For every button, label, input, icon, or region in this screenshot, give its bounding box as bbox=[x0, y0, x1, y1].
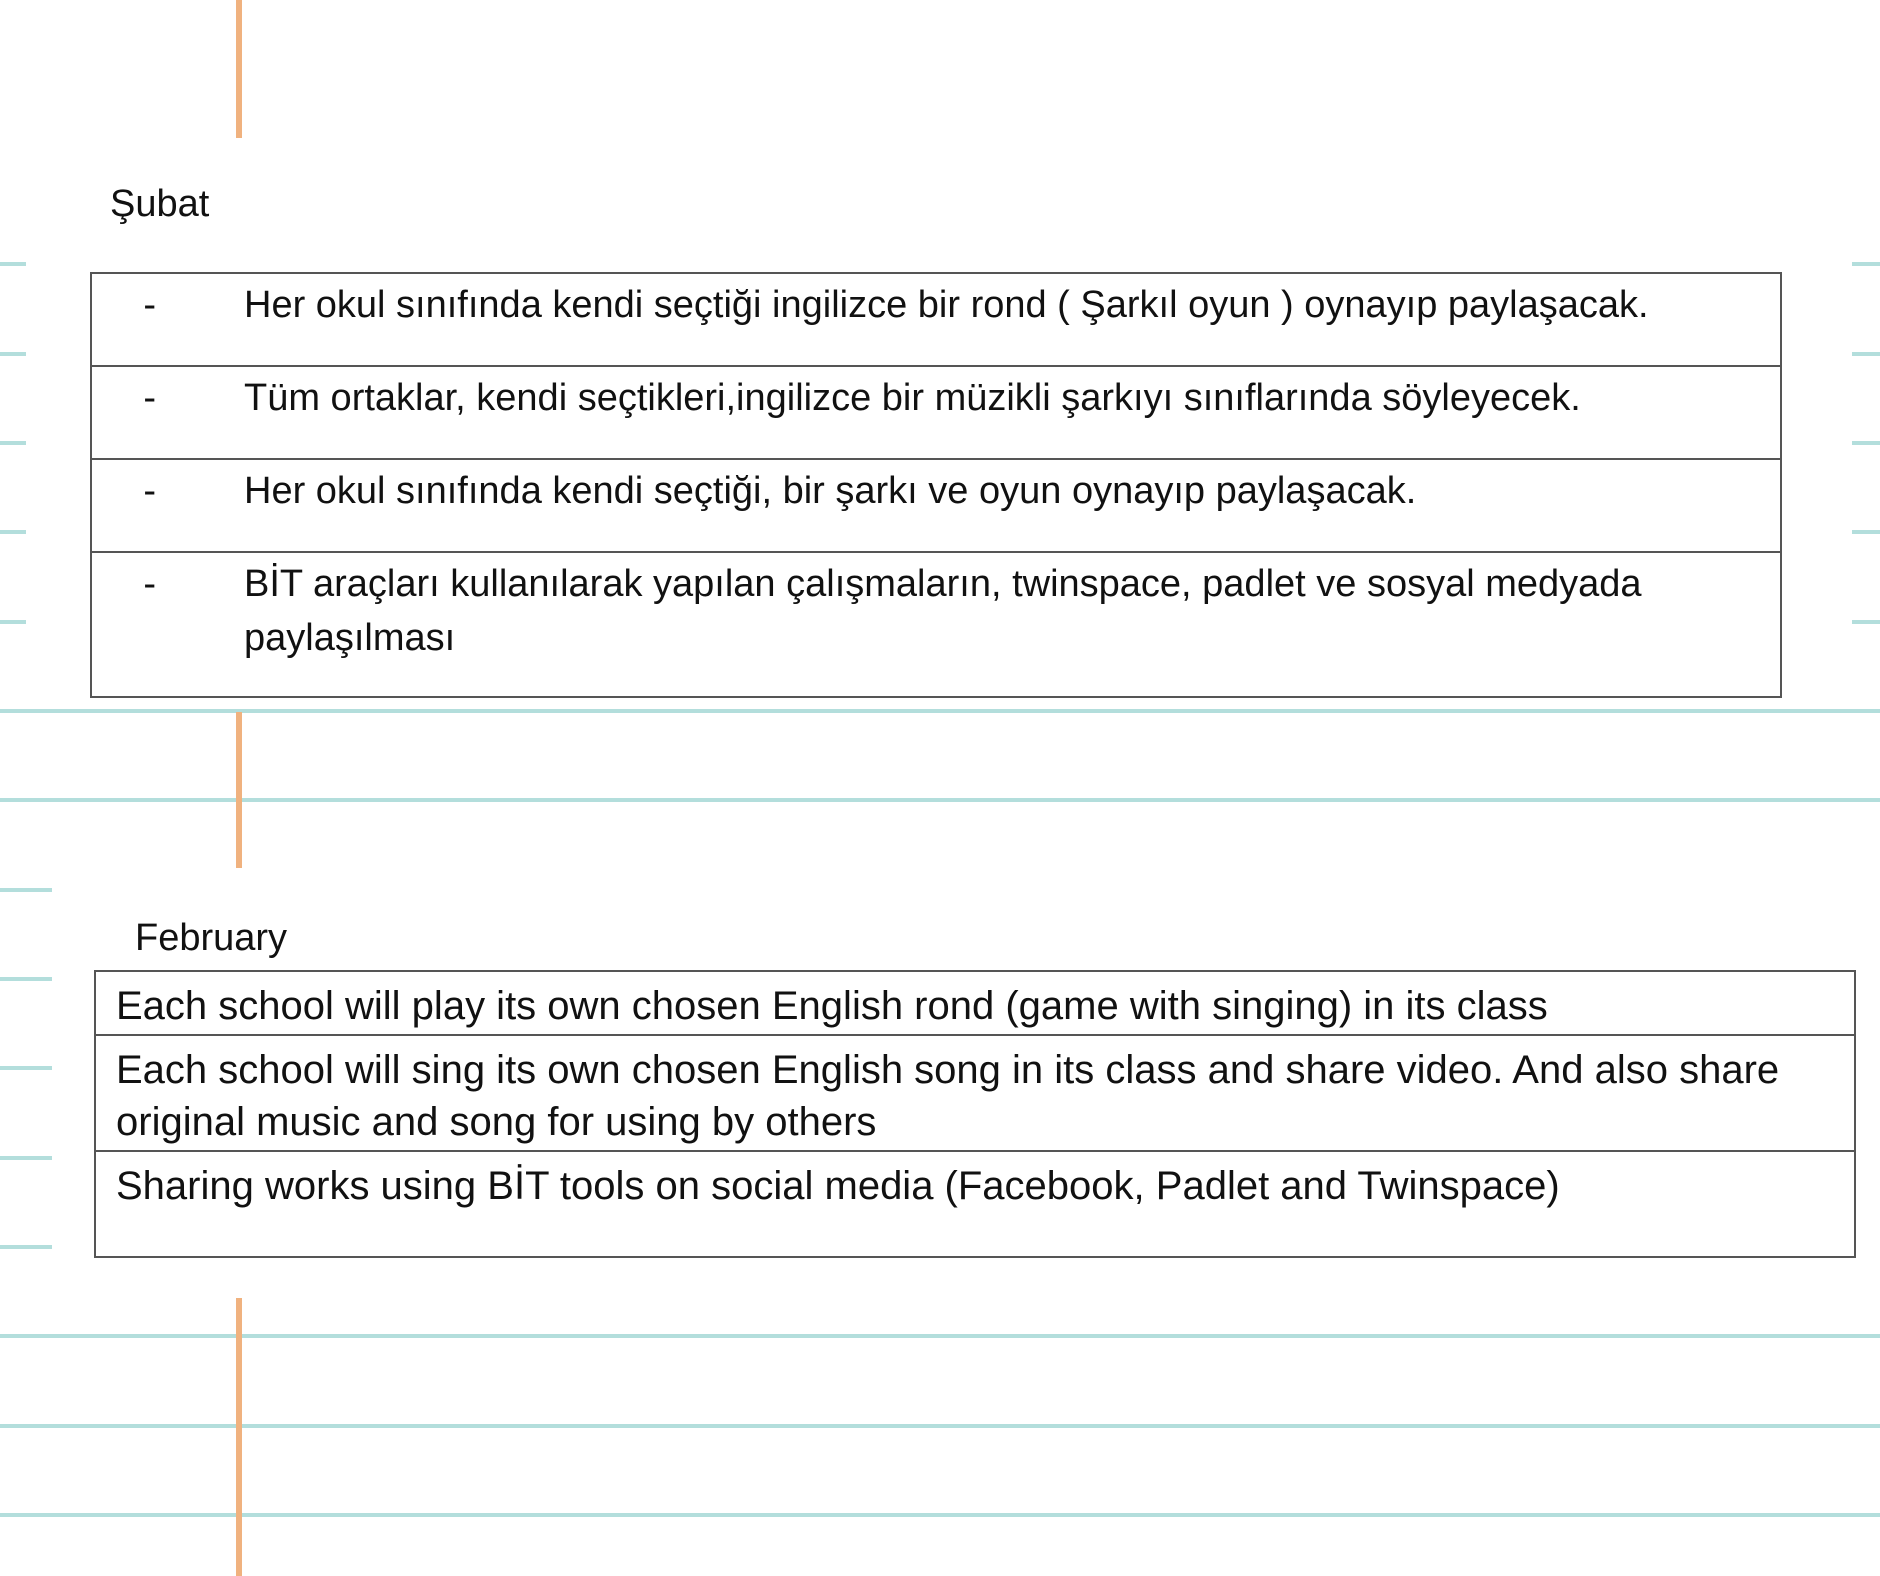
rule-line bbox=[1852, 441, 1880, 445]
rule-line bbox=[0, 262, 26, 266]
rule-line bbox=[1852, 262, 1880, 266]
table-row bbox=[95, 1035, 1855, 1151]
rule-line bbox=[0, 1156, 52, 1160]
list-item-text: BİT araçları kullanılarak yapılan çalışmaların, twinspace, padlet ve sosyal medyada paylaşılması bbox=[244, 563, 1642, 659]
rule-line bbox=[0, 709, 1880, 713]
table-cell: Each school will sing its own chosen English song in its class and share video. And also share original music and song for using by others bbox=[95, 1035, 1855, 1151]
rule-line bbox=[1852, 352, 1880, 356]
rule-line bbox=[0, 1424, 1880, 1428]
table-cell: Each school will play its own chosen English rond (game with singing) in its class bbox=[95, 971, 1855, 1035]
table-cell: Sharing works using BİT tools on social media (Facebook, Padlet and Twinspace) bbox=[95, 1151, 1855, 1257]
table-cell bbox=[91, 459, 1781, 552]
bullet-dash: - bbox=[143, 377, 156, 419]
section-heading-turkish: Şubat bbox=[110, 183, 210, 225]
table-row bbox=[91, 366, 1781, 459]
bullet-dash: - bbox=[143, 470, 156, 512]
list-item-text: Tüm ortaklar, kendi seçtikleri,ingilizce bir müzikli şarkıyı sınıflarında söyleyecek. bbox=[244, 377, 1581, 419]
list-item bbox=[92, 274, 1780, 332]
rule-line bbox=[0, 441, 26, 445]
bullet-dash: - bbox=[143, 284, 156, 326]
table-row bbox=[91, 459, 1781, 552]
list-item bbox=[92, 460, 1780, 518]
table-row bbox=[95, 971, 1855, 1035]
list-item bbox=[92, 553, 1780, 665]
table-cell bbox=[91, 366, 1781, 459]
rule-line bbox=[0, 352, 26, 356]
table-row bbox=[91, 552, 1781, 697]
rule-line bbox=[0, 1513, 1880, 1517]
section-heading-english: February bbox=[135, 917, 288, 959]
english-activity-table bbox=[94, 970, 1856, 1258]
margin-line bbox=[236, 0, 242, 138]
bullet-dash: - bbox=[143, 563, 156, 605]
table-cell bbox=[91, 552, 1781, 697]
list-item bbox=[92, 367, 1780, 425]
rule-line bbox=[0, 1334, 1880, 1338]
rule-line bbox=[0, 888, 52, 892]
rule-line bbox=[0, 798, 1880, 802]
table-cell bbox=[91, 273, 1781, 366]
rule-line bbox=[0, 1245, 52, 1249]
rule-line bbox=[0, 977, 52, 981]
rule-line bbox=[1852, 530, 1880, 534]
list-item-text: Her okul sınıfında kendi seçtiği ingilizce bir rond ( Şarkıl oyun ) oynayıp paylaşacak. bbox=[244, 284, 1649, 326]
rule-line bbox=[0, 620, 26, 624]
turkish-activity-table bbox=[90, 272, 1782, 698]
table-row bbox=[95, 1151, 1855, 1257]
rule-line bbox=[1852, 620, 1880, 624]
list-item-text: Her okul sınıfında kendi seçtiği, bir şarkı ve oyun oynayıp paylaşacak. bbox=[244, 470, 1417, 512]
rule-line bbox=[0, 1066, 52, 1070]
table-row bbox=[91, 273, 1781, 366]
margin-line bbox=[236, 1298, 242, 1576]
margin-line bbox=[236, 712, 242, 868]
rule-line bbox=[0, 530, 26, 534]
